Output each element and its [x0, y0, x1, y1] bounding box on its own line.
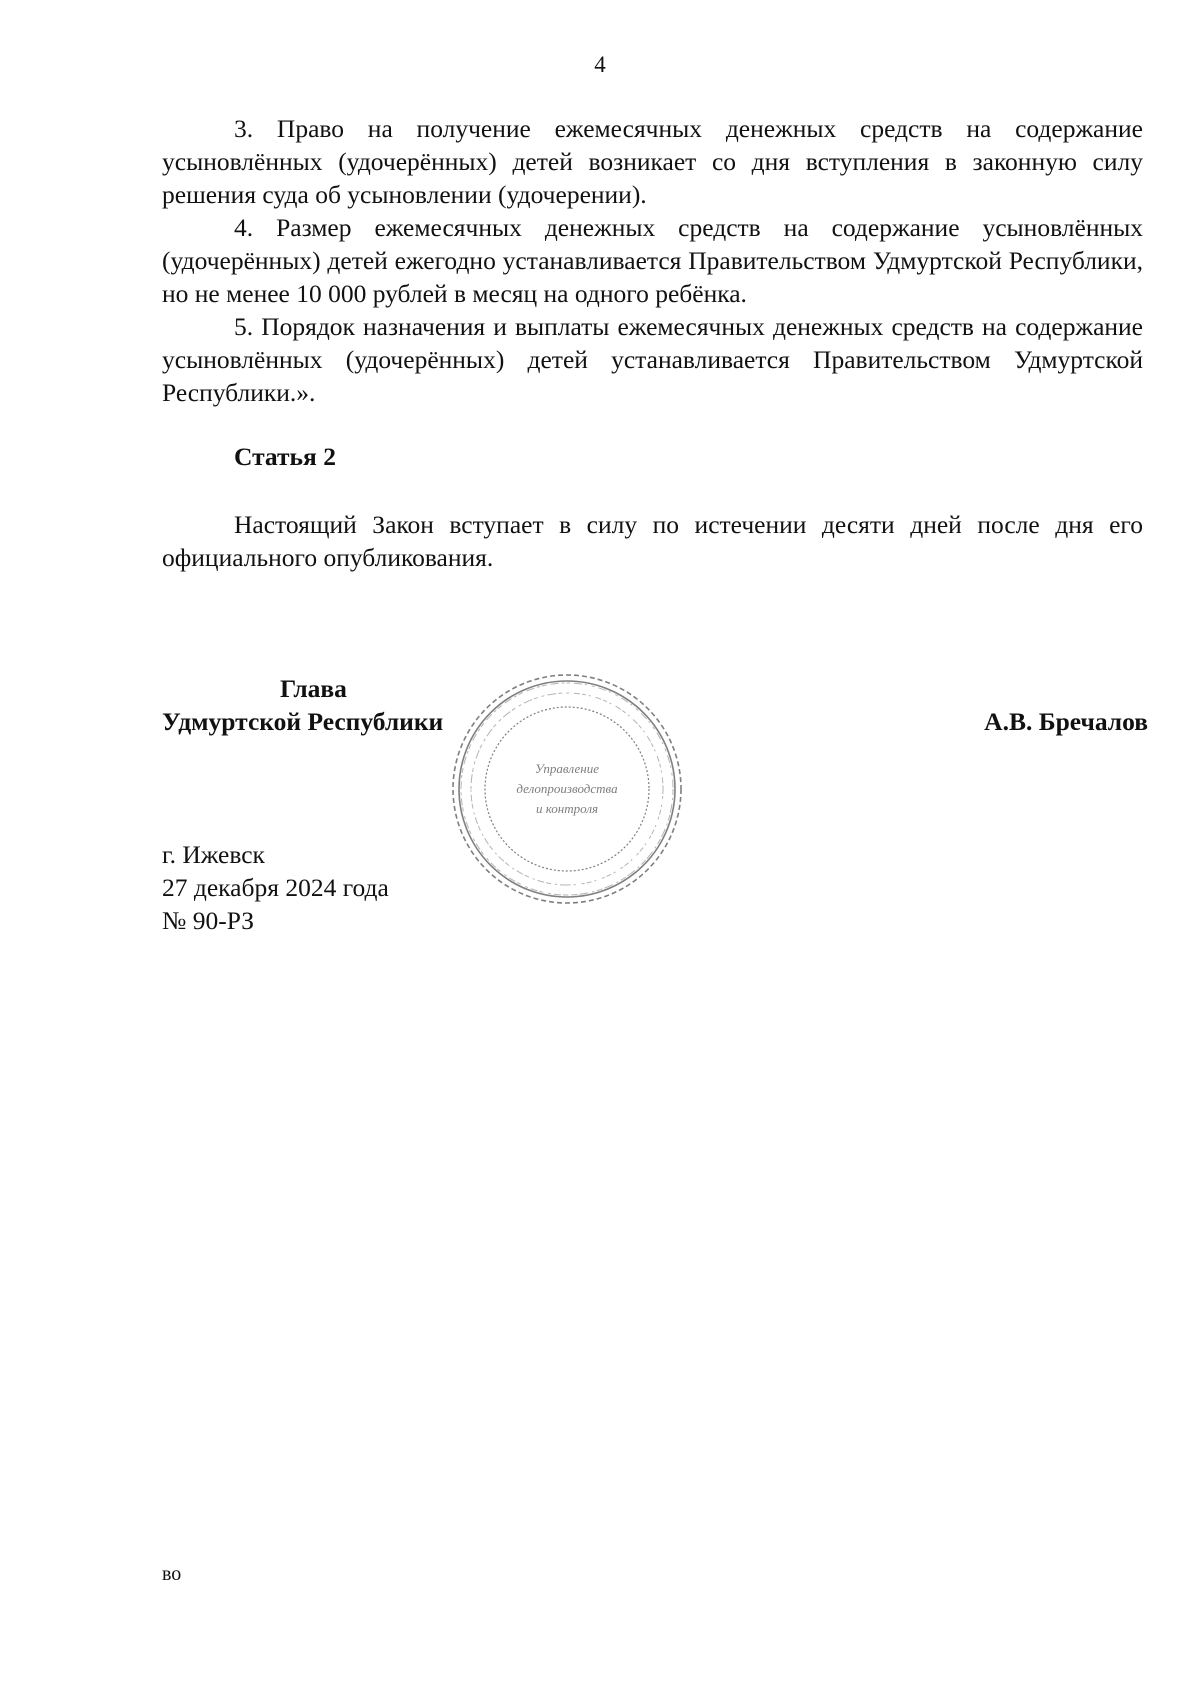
date: 27 декабря 2024 года: [162, 873, 389, 902]
page-number: 4: [594, 52, 606, 77]
signatory-title-line2: Удмуртской Республики: [162, 707, 444, 736]
article-2-text: Настоящий Закон вступает в силу по истечении десяти дней после дня его официального опубликования.: [162, 510, 1143, 572]
seal-line-2: делопроизводства: [516, 781, 618, 796]
official-seal-stamp: [449, 671, 685, 907]
seal-line-1: Управление: [534, 761, 600, 776]
paragraph-5: 5. Порядок назначения и выплаты ежемесячных денежных средств на содержание усыновлённых (удочерённых) детей устанавливается Правительством Удмуртской Республики.».: [162, 312, 1143, 407]
article1-continuation: [162, 112, 1143, 409]
paragraph-3: 3. Право на получение ежемесячных денежных средств на содержание усыновлённых (удочерённых) детей возникает со дня вступления в законную силу решения суда об усыновлении (удочерении).: [162, 114, 1143, 209]
place-date-number-block: [162, 838, 389, 937]
signatory-title-line1: Глава: [280, 674, 347, 703]
law-number: № 90-РЗ: [162, 906, 254, 935]
seal-line-3: и контроля: [535, 801, 599, 816]
signatory-name: А.В. Бречалов: [984, 707, 1148, 736]
footer-mark: во: [162, 1563, 182, 1585]
paragraph-4: 4. Размер ежемесячных денежных средств на содержание усыновлённых (удочерённых) детей ежегодно устанавливается Правительством Удмуртской Республики, но не менее 10 000 рублей в месяц на одного ребёнка.: [162, 213, 1143, 308]
article-2-heading: Статья 2: [234, 442, 336, 471]
city: г. Ижевск: [162, 840, 265, 869]
